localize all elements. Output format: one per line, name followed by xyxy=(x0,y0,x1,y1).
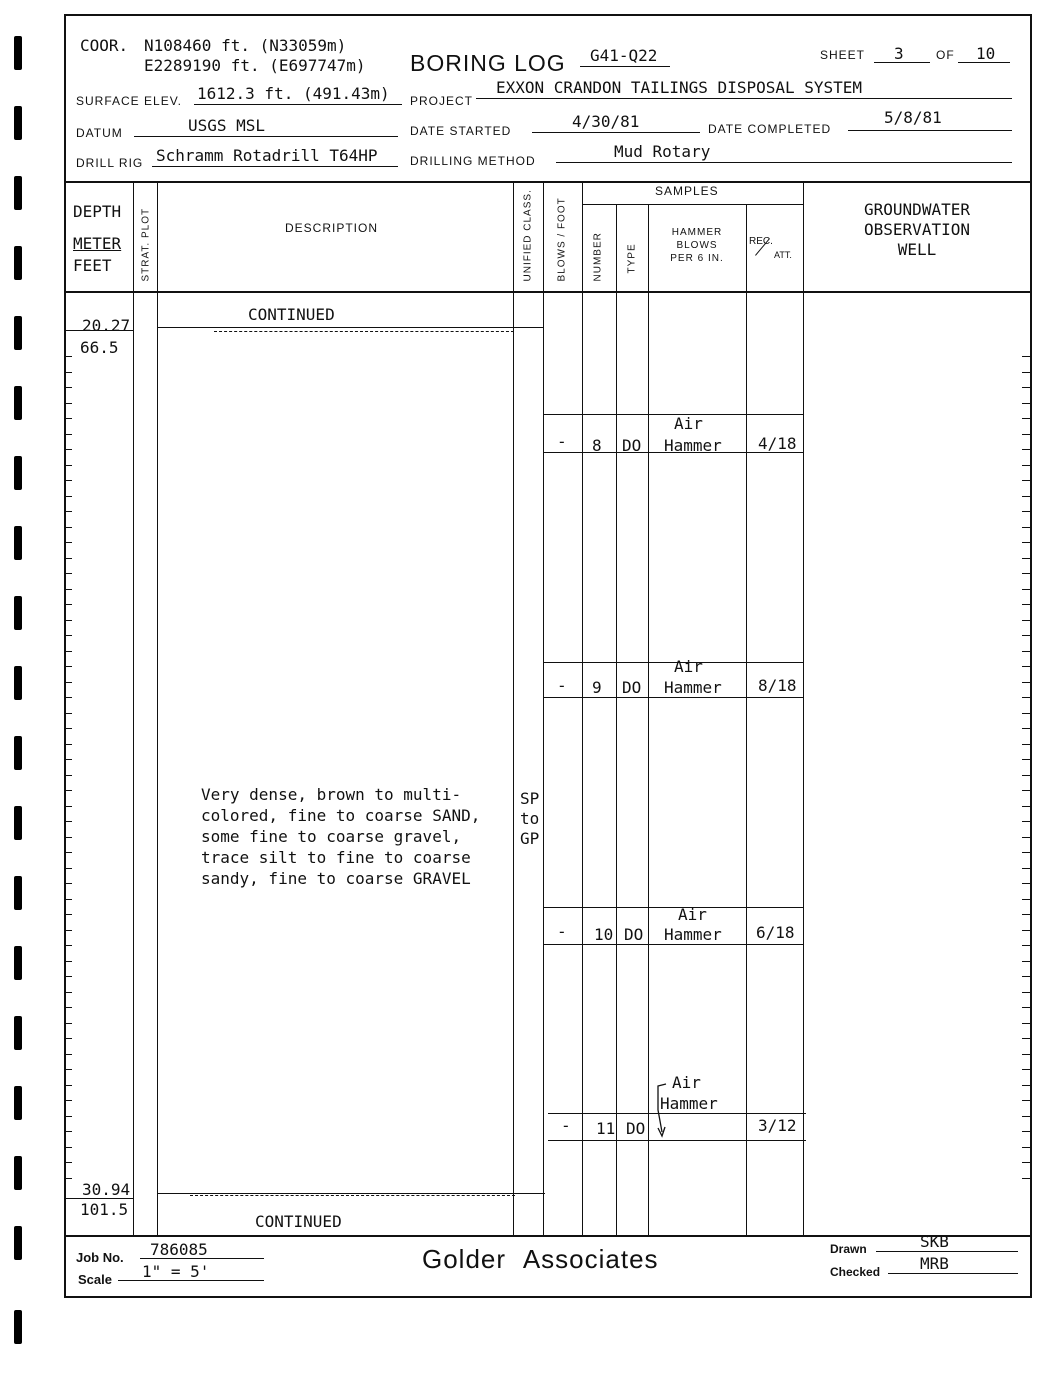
col-samples: SAMPLES xyxy=(655,184,719,198)
top-meter: 20.27 xyxy=(82,316,131,335)
well-tick xyxy=(1022,945,1030,946)
well-tick xyxy=(1022,961,1030,962)
surface-elev: 1612.3 ft. (491.43m) xyxy=(197,84,390,103)
well-tick xyxy=(1022,759,1030,760)
col-rec: REC. xyxy=(749,236,773,247)
depth-tick xyxy=(64,527,72,528)
col-depth: DEPTH xyxy=(73,202,122,221)
date-completed: 5/8/81 xyxy=(884,108,942,127)
coor-line1: N108460 ft. (N33059m) xyxy=(144,36,347,55)
well-tick xyxy=(1022,1116,1030,1117)
coor-label: COOR. xyxy=(80,36,129,55)
well-tick xyxy=(1022,930,1030,931)
sample-rec: 8/18 xyxy=(758,676,797,695)
depth-tick xyxy=(64,961,72,962)
well-tick xyxy=(1022,434,1030,435)
sample-rec: 6/18 xyxy=(756,923,795,942)
job-label: Job No. xyxy=(76,1250,124,1265)
depth-tick xyxy=(64,1038,72,1039)
sample-number: 11 xyxy=(596,1119,616,1138)
drill-rig-label: DRILL RIG xyxy=(76,156,144,170)
depth-tick xyxy=(64,666,72,667)
sample-rec: 3/12 xyxy=(758,1116,797,1135)
depth-tick xyxy=(64,1085,72,1086)
depth-tick xyxy=(64,372,72,373)
sample-blows: - xyxy=(557,432,567,451)
depth-tick xyxy=(64,713,72,714)
depth-tick xyxy=(64,589,72,590)
depth-tick xyxy=(64,604,72,605)
well-tick xyxy=(1022,372,1030,373)
depth-tick xyxy=(64,1178,72,1179)
well-tick xyxy=(1022,635,1030,636)
depth-tick xyxy=(64,449,72,450)
continued-top: CONTINUED xyxy=(248,305,335,324)
sample-number: 10 xyxy=(594,925,614,944)
checked-label: Checked xyxy=(830,1265,881,1279)
well-tick xyxy=(1022,790,1030,791)
depth-tick xyxy=(64,883,72,884)
depth-tick xyxy=(64,914,72,915)
col-groundwater-well: GROUNDWATER OBSERVATION WELL xyxy=(864,200,970,259)
surface-elev-label: SURFACE ELEV. xyxy=(76,94,182,108)
depth-tick xyxy=(64,1147,72,1148)
sample-hammer-l2: Hammer xyxy=(664,436,722,455)
page-title: BORING LOG xyxy=(410,50,566,76)
well-tick xyxy=(1022,852,1030,853)
well-tick xyxy=(1022,480,1030,481)
datum-label: DATUM xyxy=(76,126,123,140)
well-tick xyxy=(1022,542,1030,543)
well-tick xyxy=(1022,713,1030,714)
depth-tick xyxy=(64,821,72,822)
sample-type: DO xyxy=(626,1119,646,1138)
date-started-label: DATE STARTED xyxy=(410,124,512,138)
sample-rec: 4/18 xyxy=(758,434,797,453)
continued-bottom: CONTINUED xyxy=(255,1212,342,1231)
drawn-label: Drawn xyxy=(830,1242,867,1256)
well-tick xyxy=(1022,449,1030,450)
depth-tick xyxy=(64,806,72,807)
well-tick xyxy=(1022,1038,1030,1039)
well-tick xyxy=(1022,1023,1030,1024)
well-tick xyxy=(1022,976,1030,977)
soil-description: Very dense, brown to multi- colored, fine to coarse SAND, some fine to coarse gravel, trace silt to fine to coarse sandy, fine to coarse GRAVEL xyxy=(201,785,481,888)
sample-number: 9 xyxy=(592,678,602,697)
depth-tick xyxy=(64,1131,72,1132)
well-tick xyxy=(1022,806,1030,807)
well-tick xyxy=(1022,356,1030,357)
well-tick xyxy=(1022,1007,1030,1008)
depth-tick xyxy=(64,635,72,636)
well-tick xyxy=(1022,1147,1030,1148)
well-tick xyxy=(1022,1178,1030,1179)
sample-hammer-l1: Air xyxy=(678,905,707,924)
well-tick xyxy=(1022,465,1030,466)
well-tick xyxy=(1022,496,1030,497)
well-tick xyxy=(1022,868,1030,869)
depth-tick xyxy=(64,620,72,621)
depth-tick xyxy=(64,945,72,946)
depth-tick xyxy=(64,1100,72,1101)
well-tick xyxy=(1022,1069,1030,1070)
well-tick xyxy=(1022,883,1030,884)
depth-tick xyxy=(64,465,72,466)
well-tick xyxy=(1022,387,1030,388)
depth-tick xyxy=(64,496,72,497)
datum-value: USGS MSL xyxy=(188,116,266,135)
depth-tick xyxy=(64,558,72,559)
scale-label: Scale xyxy=(78,1272,112,1287)
sample-number: 8 xyxy=(592,436,602,455)
depth-tick xyxy=(64,837,72,838)
well-tick xyxy=(1022,837,1030,838)
project-label: PROJECT xyxy=(410,94,474,108)
well-tick xyxy=(1022,651,1030,652)
depth-tick xyxy=(64,1069,72,1070)
well-tick xyxy=(1022,666,1030,667)
well-tick xyxy=(1022,511,1030,512)
well-tick xyxy=(1022,992,1030,993)
well-tick xyxy=(1022,1100,1030,1101)
checked-by: MRB xyxy=(920,1254,949,1273)
col-strat-plot: STRAT. PLOT xyxy=(140,207,152,282)
well-tick xyxy=(1022,1131,1030,1132)
depth-tick xyxy=(64,418,72,419)
depth-tick xyxy=(64,930,72,931)
well-tick xyxy=(1022,558,1030,559)
depth-tick xyxy=(64,480,72,481)
drawn-by: SKB xyxy=(920,1232,949,1251)
col-type: TYPE xyxy=(626,243,638,274)
depth-tick xyxy=(64,899,72,900)
well-tick xyxy=(1022,728,1030,729)
date-completed-label: DATE COMPLETED xyxy=(708,122,832,136)
coor-line2: E2289190 ft. (E697747m) xyxy=(144,56,366,75)
sample-hammer-l2: Hammer xyxy=(660,1094,718,1113)
well-tick xyxy=(1022,899,1030,900)
depth-tick xyxy=(64,697,72,698)
sample-hammer-l1: Air xyxy=(672,1073,701,1092)
well-tick xyxy=(1022,403,1030,404)
depth-tick xyxy=(64,403,72,404)
well-tick xyxy=(1022,1085,1030,1086)
well-tick xyxy=(1022,589,1030,590)
well-tick xyxy=(1022,682,1030,683)
depth-tick xyxy=(64,542,72,543)
depth-tick xyxy=(64,992,72,993)
unified-class-value: SP to GP xyxy=(520,789,540,848)
job-number: 786085 xyxy=(150,1240,208,1259)
arrow-down-icon xyxy=(654,1080,674,1140)
well-tick xyxy=(1022,697,1030,698)
sample-hammer-l2: Hammer xyxy=(664,925,722,944)
well-tick xyxy=(1022,418,1030,419)
well-tick xyxy=(1022,914,1030,915)
drilling-method: Mud Rotary xyxy=(614,142,711,161)
well-tick xyxy=(1022,1162,1030,1163)
depth-tick xyxy=(64,1007,72,1008)
well-tick xyxy=(1022,620,1030,621)
scale-value: 1" = 5' xyxy=(142,1262,210,1281)
depth-tick xyxy=(64,1023,72,1024)
sample-hammer-l1: Air xyxy=(674,414,703,433)
well-tick xyxy=(1022,527,1030,528)
col-blows-foot: BLOWS / FOOT xyxy=(556,197,568,282)
project-name: EXXON CRANDON TAILINGS DISPOSAL SYSTEM xyxy=(496,78,863,97)
sample-type: DO xyxy=(622,436,642,455)
sample-blows: - xyxy=(557,922,567,941)
well-tick xyxy=(1022,744,1030,745)
well-tick xyxy=(1022,821,1030,822)
col-hammer-blows: HAMMER BLOWS PER 6 IN. xyxy=(670,227,724,264)
of-label: OF xyxy=(936,48,955,62)
sheet-label: SHEET xyxy=(820,48,866,62)
depth-tick xyxy=(64,759,72,760)
col-att: ATT. xyxy=(774,250,792,260)
col-meter: METER xyxy=(73,234,122,253)
depth-tick xyxy=(64,868,72,869)
sample-blows: - xyxy=(557,676,567,695)
well-tick xyxy=(1022,775,1030,776)
date-started: 4/30/81 xyxy=(572,112,640,131)
depth-tick xyxy=(64,1116,72,1117)
depth-tick xyxy=(64,728,72,729)
well-tick xyxy=(1022,604,1030,605)
depth-tick xyxy=(64,511,72,512)
col-description: DESCRIPTION xyxy=(285,221,379,235)
drilling-method-label: DRILLING METHOD xyxy=(410,154,536,168)
bottom-meter: 30.94 xyxy=(82,1180,131,1199)
sheet-total: 10 xyxy=(976,44,996,63)
col-number: NUMBER xyxy=(592,232,604,282)
drill-rig: Schramm Rotadrill T64HP xyxy=(156,146,378,165)
top-feet: 66.5 xyxy=(80,338,119,357)
depth-tick xyxy=(64,434,72,435)
depth-tick xyxy=(64,387,72,388)
sample-blows: - xyxy=(561,1116,571,1135)
well-tick xyxy=(1022,573,1030,574)
depth-tick xyxy=(64,1162,72,1163)
depth-tick xyxy=(64,775,72,776)
sample-hammer-l2: Hammer xyxy=(664,678,722,697)
depth-tick xyxy=(64,573,72,574)
col-unified-class: UNIFIED CLASS. xyxy=(522,189,534,282)
well-tick xyxy=(1022,1054,1030,1055)
sample-type: DO xyxy=(624,925,644,944)
depth-tick xyxy=(64,1054,72,1055)
bottom-feet: 101.5 xyxy=(80,1200,129,1219)
col-feet: FEET xyxy=(73,256,112,275)
depth-tick xyxy=(64,744,72,745)
log-id: G41-Q22 xyxy=(590,46,658,65)
depth-tick xyxy=(64,976,72,977)
depth-tick xyxy=(64,682,72,683)
depth-tick xyxy=(64,356,72,357)
depth-tick xyxy=(64,790,72,791)
depth-tick xyxy=(64,852,72,853)
company-name: Golder Associates xyxy=(422,1244,659,1274)
sheet-number: 3 xyxy=(894,44,904,63)
sample-type: DO xyxy=(622,678,642,697)
depth-tick xyxy=(64,651,72,652)
sample-hammer-l1: Air xyxy=(674,657,703,676)
